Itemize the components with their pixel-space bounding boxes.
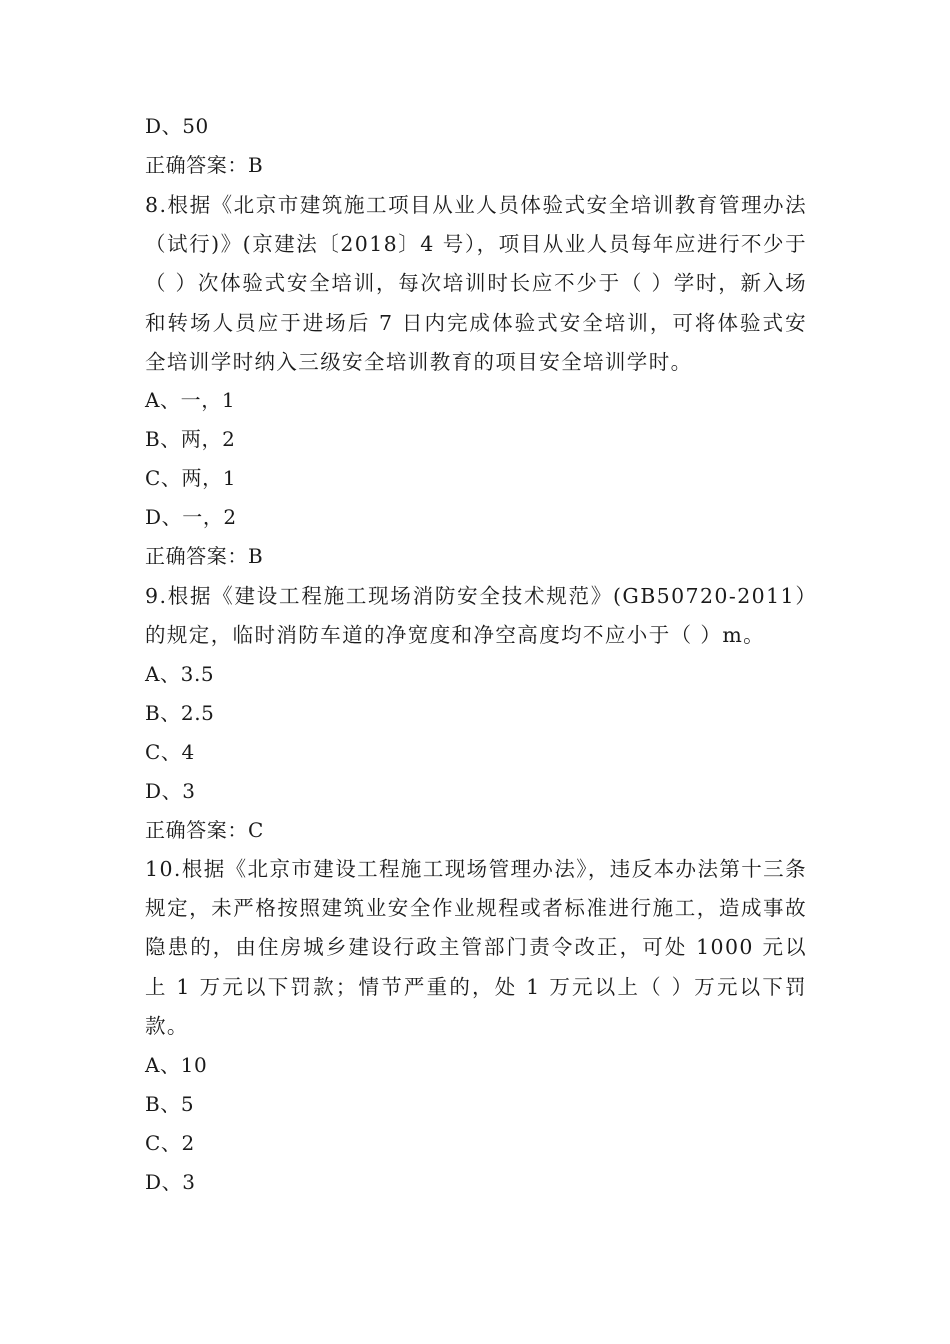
q7-answer: 正确答案：B (145, 153, 264, 177)
q9-option-d: D、3 (145, 779, 196, 803)
q7-option-d: D、50 (145, 114, 209, 138)
q10-option-d: D、3 (145, 1170, 196, 1194)
q8-option-a: A、一，1 (145, 388, 236, 412)
q10-question: 10.根据《北京市建设工程施工现场管理办法》，违反本办法第十三条规定，未严格按照建筑业安全作业规程或者标准进行施工，造成事故隐患的，由住房城乡建设行政主管部门责令改正，可处 1000 元以上 1 万元以下罚款；情节严重的，处 1 万元以上（ ）万元以下罚款。 (145, 857, 807, 1038)
q9-option-c: C、4 (145, 740, 195, 764)
q9-option-a: A、3.5 (145, 662, 215, 686)
q8-option-d: D、一，2 (145, 505, 237, 529)
q9-option-b: B、2.5 (145, 701, 215, 725)
q10-option-b: B、5 (145, 1092, 195, 1116)
q9-answer: 正确答案：C (145, 818, 264, 842)
q10-option-c: C、2 (145, 1131, 195, 1155)
q9-question: 9.根据《建设工程施工现场消防安全技术规范》(GB50720-2011）的规定，临时消防车道的净宽度和净空高度均不应小于（ ）m。 (145, 584, 807, 648)
q8-option-b: B、两，2 (145, 427, 236, 451)
q8-answer: 正确答案：B (145, 544, 264, 568)
q10-option-a: A、10 (145, 1053, 208, 1077)
q8-question: 8.根据《北京市建筑施工项目从业人员体验式安全培训教育管理办法（试行)》(京建法〔2018〕4 号），项目从业人员每年应进行不少于（ ）次体验式安全培训，每次培训时长应不少于（ ）学时，新入场和转场人员应于进场后 7 日内完成体验式安全培训，可将体验式安全培训学时纳入三级安全培训教育的项目安全培训学时。 (145, 193, 807, 374)
q8-option-c: C、两，1 (145, 466, 237, 490)
